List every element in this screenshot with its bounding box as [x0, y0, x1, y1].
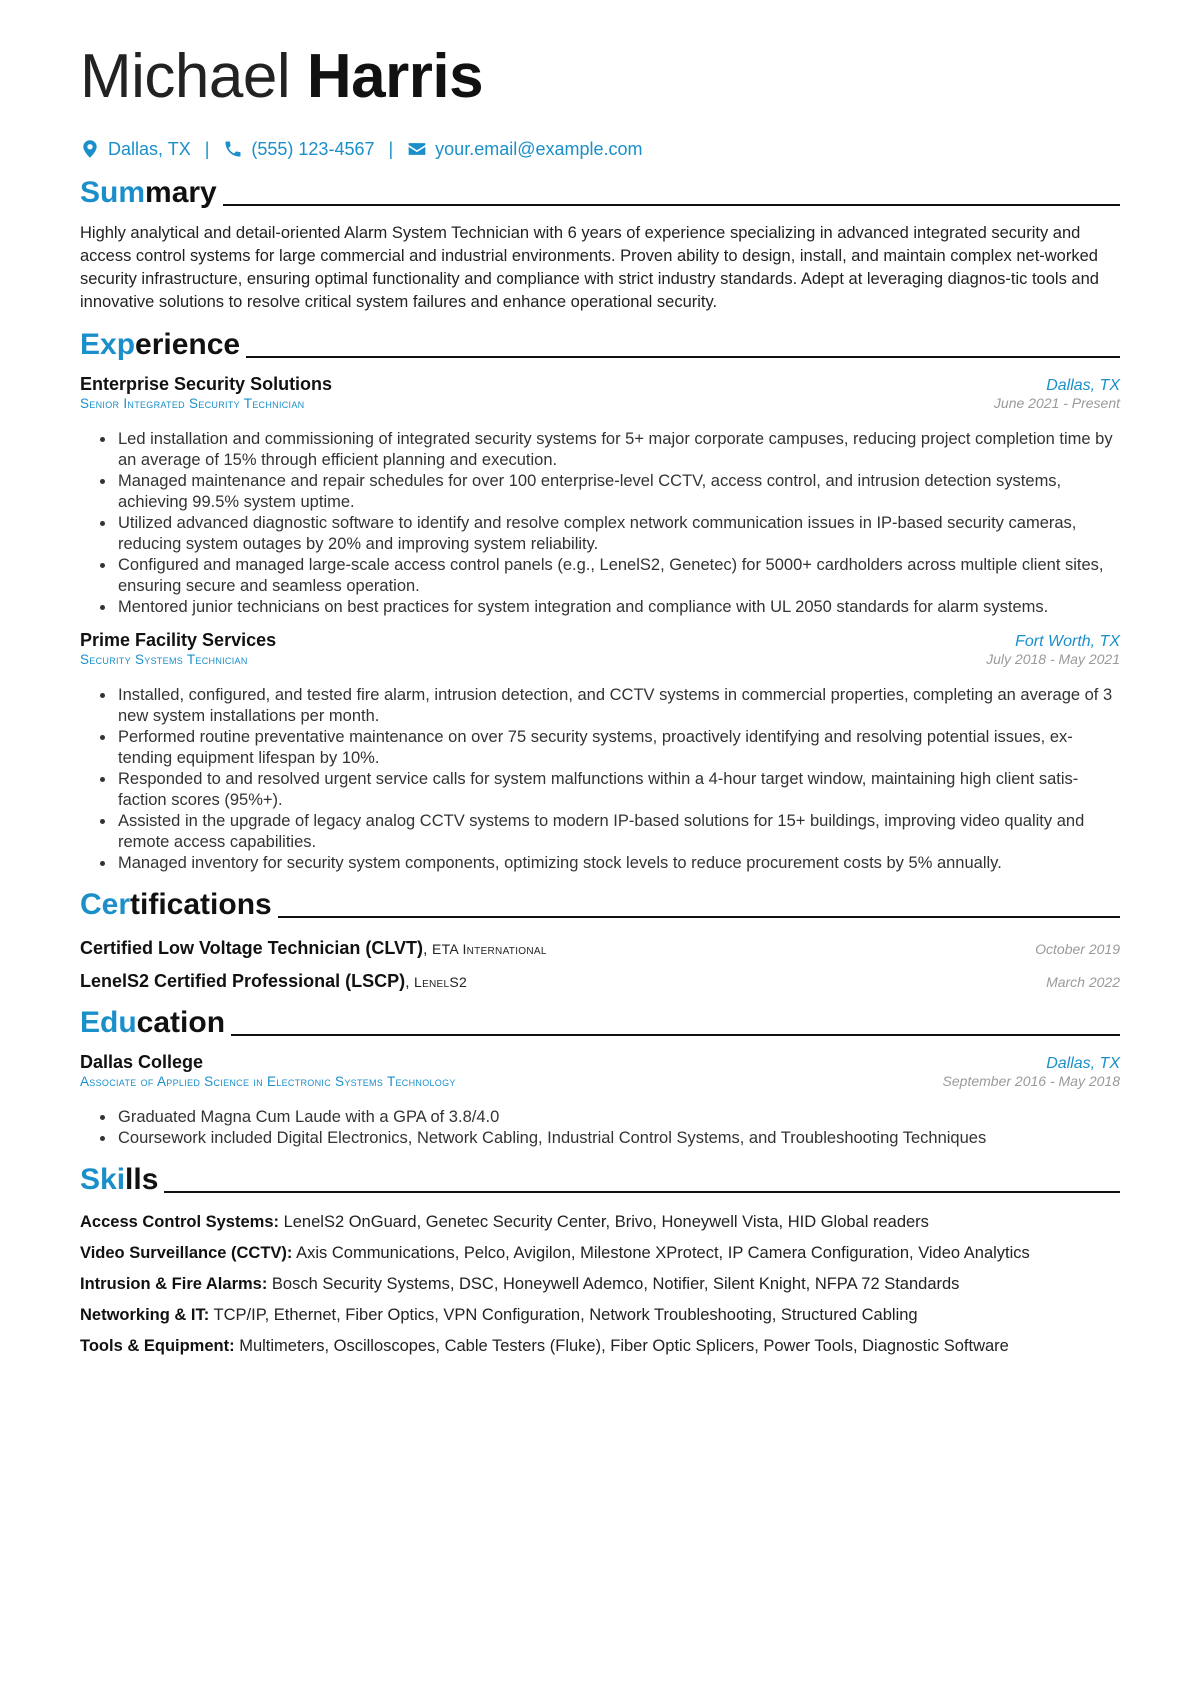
section-title: Skills: [80, 1163, 159, 1196]
candidate-name: [80, 36, 1120, 118]
contact-location: [80, 139, 191, 160]
section-title: Certifications: [80, 888, 272, 921]
skill-category: Tools & Equipment:: [80, 1337, 235, 1355]
section-rule: [246, 356, 1120, 358]
first-name: Michael: [80, 42, 291, 111]
section-rule: [278, 916, 1120, 918]
phone-icon: [223, 139, 243, 159]
experience-entry: [80, 374, 1120, 618]
job-location: Dallas, TX: [1046, 377, 1120, 394]
employer-name: Prime Facility Services: [80, 630, 277, 650]
list-item: • Assisted in the upgrade of legacy analog CCTV systems to modern IP-based solutions for 15+ buildings, improving video quality and remote access capabilities.: [116, 811, 1120, 853]
email-link[interactable]: your.email@example.com: [435, 138, 643, 159]
location-text: Dallas, TX: [108, 138, 191, 159]
skill-row: [80, 1211, 1120, 1234]
skill-values: Bosch Security Systems, DSC, Honeywell Ademco, Notifier, Silent Knight, NFPA 72 Standards: [267, 1275, 960, 1293]
education-entry: [80, 1052, 1120, 1149]
certification-item: Certified Low Voltage Technician (CLVT), ETA International October 2019: [80, 938, 1120, 958]
skill-row: [80, 1304, 1120, 1327]
summary-text: Highly analytical and detail-oriented Alarm System Technician with 6 years of experience specializing in advanced integrated security and access control systems for large commercial and industrial environments. Proven ability to design, install, and maintain complex net-worked security infrastructure, ensuring optimal functionality and compliance with strict industry standards. Adept at leveraging diagnos-tic tools and innovative solutions to resolve critical system failures and enhance operational security.: [80, 224, 1099, 311]
certification-issuer: ETA International: [431, 941, 547, 957]
list-item: • Responded to and resolved urgent service calls for system malfunctions within a 4-hour target window, maintaining high client satis-faction scores (95%+).: [116, 769, 1120, 811]
skill-row: [80, 1335, 1120, 1358]
job-dates: June 2021 - Present: [993, 395, 1120, 411]
skill-category: Networking & IT:: [80, 1306, 210, 1324]
skill-values: LenelS2 OnGuard, Genetec Security Center, Brivo, Honeywell Vista, HID Global readers: [279, 1213, 929, 1231]
list-item: • Installed, configured, and tested fire alarm, intrusion detection, and CCTV systems in commercial properties, completing an average of 3 new system installations per month.: [116, 685, 1120, 727]
list-item: • Mentored junior technicians on best practices for system integration and compliance with UL 2050 standards for alarm systems.: [116, 597, 1120, 618]
skill-category: Intrusion & Fire Alarms:: [80, 1275, 268, 1293]
education-dates: September 2016 - May 2018: [942, 1073, 1120, 1089]
job-title: Security Systems Technician: [80, 652, 248, 667]
education-bullets: [80, 1107, 1120, 1149]
certification-issuer: LenelS2: [413, 974, 468, 990]
certification-name: Certified Low Voltage Technician (CLVT): [80, 938, 424, 958]
last-name: Harris: [306, 42, 484, 111]
certification-date: March 2022: [1046, 974, 1120, 990]
school-name: Dallas College: [80, 1052, 204, 1072]
section-title: Experience: [80, 328, 241, 361]
education-heading: [80, 1006, 1120, 1040]
envelope-icon: [407, 139, 427, 159]
school-location: Dallas, TX: [1046, 1055, 1120, 1072]
skill-category: Video Surveillance (CCTV):: [80, 1244, 293, 1262]
employer-name: Enterprise Security Solutions: [80, 374, 333, 394]
job-title: Senior Integrated Security Technician: [80, 396, 305, 411]
degree-title: Associate of Applied Science in Electronic Systems Technology: [80, 1074, 456, 1089]
contact-separator: |: [204, 138, 210, 159]
skill-row: [80, 1273, 1120, 1296]
certification-name: LenelS2 Certified Professional (LSCP): [80, 971, 406, 991]
skill-values: Multimeters, Oscilloscopes, Cable Testers (Fluke), Fiber Optic Splicers, Power Tools, Diagnostic Software: [234, 1337, 1009, 1355]
summary-heading: [80, 176, 1120, 210]
section-title: Summary: [80, 176, 217, 209]
section-rule: [164, 1191, 1120, 1193]
contact-separator: |: [388, 138, 394, 159]
contact-phone[interactable]: [223, 139, 374, 160]
skills-heading: [80, 1163, 1120, 1197]
job-dates: July 2018 - May 2021: [986, 651, 1120, 667]
list-item: • Managed maintenance and repair schedules for over 100 enterprise-level CCTV, access control, and intrusion detection systems, achieving 99.5% system uptime.: [116, 471, 1120, 513]
skill-row: [80, 1242, 1120, 1265]
skills-list: [80, 1211, 1120, 1358]
certification-item: LenelS2 Certified Professional (LSCP), LenelS2 March 2022: [80, 971, 1120, 991]
section-title: Education: [80, 1006, 226, 1039]
list-item: • Led installation and commissioning of integrated security systems for 5+ major corporate campuses, reducing project completion time by an average of 15% through efficient planning and execution.: [116, 429, 1120, 471]
certifications-heading: [80, 888, 1120, 922]
list-item: • Graduated Magna Cum Laude with a GPA of 3.8/4.0: [116, 1107, 1120, 1128]
experience-heading: [80, 328, 1120, 362]
phone-text[interactable]: (555) 123-4567: [251, 138, 375, 159]
list-item: • Managed inventory for security system components, optimizing stock levels to reduce procurement costs by 5% annually.: [116, 853, 1120, 874]
job-bullets: [80, 685, 1120, 874]
experience-entry: [80, 630, 1120, 874]
map-pin-icon: [80, 139, 100, 159]
certification-date: October 2019: [1035, 941, 1120, 957]
list-item: • Configured and managed large-scale access control panels (e.g., LenelS2, Genetec) for 5000+ cardholders across multiple client sites, ensuring secure and seamless operation.: [116, 555, 1120, 597]
job-bullets: [80, 429, 1120, 618]
contact-bar: [80, 136, 1120, 162]
skill-values: TCP/IP, Ethernet, Fiber Optics, VPN Configuration, Network Troubleshooting, Structured Cabling: [209, 1306, 918, 1324]
list-item: • Performed routine preventative maintenance on over 75 security systems, proactively identifying and resolving potential issues, ex-tending equipment lifespan by 10%.: [116, 727, 1120, 769]
contact-email[interactable]: [407, 139, 642, 160]
section-rule: [223, 204, 1120, 206]
skill-values: Axis Communications, Pelco, Avigilon, Milestone XProtect, IP Camera Configuration, Video Analytics: [292, 1244, 1030, 1262]
skill-category: Access Control Systems:: [80, 1213, 279, 1231]
list-item: • Coursework included Digital Electronics, Network Cabling, Industrial Control Systems, and Troubleshooting Techniques: [116, 1128, 1120, 1149]
job-location: Fort Worth, TX: [1015, 633, 1120, 650]
section-rule: [231, 1034, 1120, 1036]
list-item: • Utilized advanced diagnostic software to identify and resolve complex network communication issues in IP-based security cameras, reducing system outages by 20% and improving system reliability.: [116, 513, 1120, 555]
